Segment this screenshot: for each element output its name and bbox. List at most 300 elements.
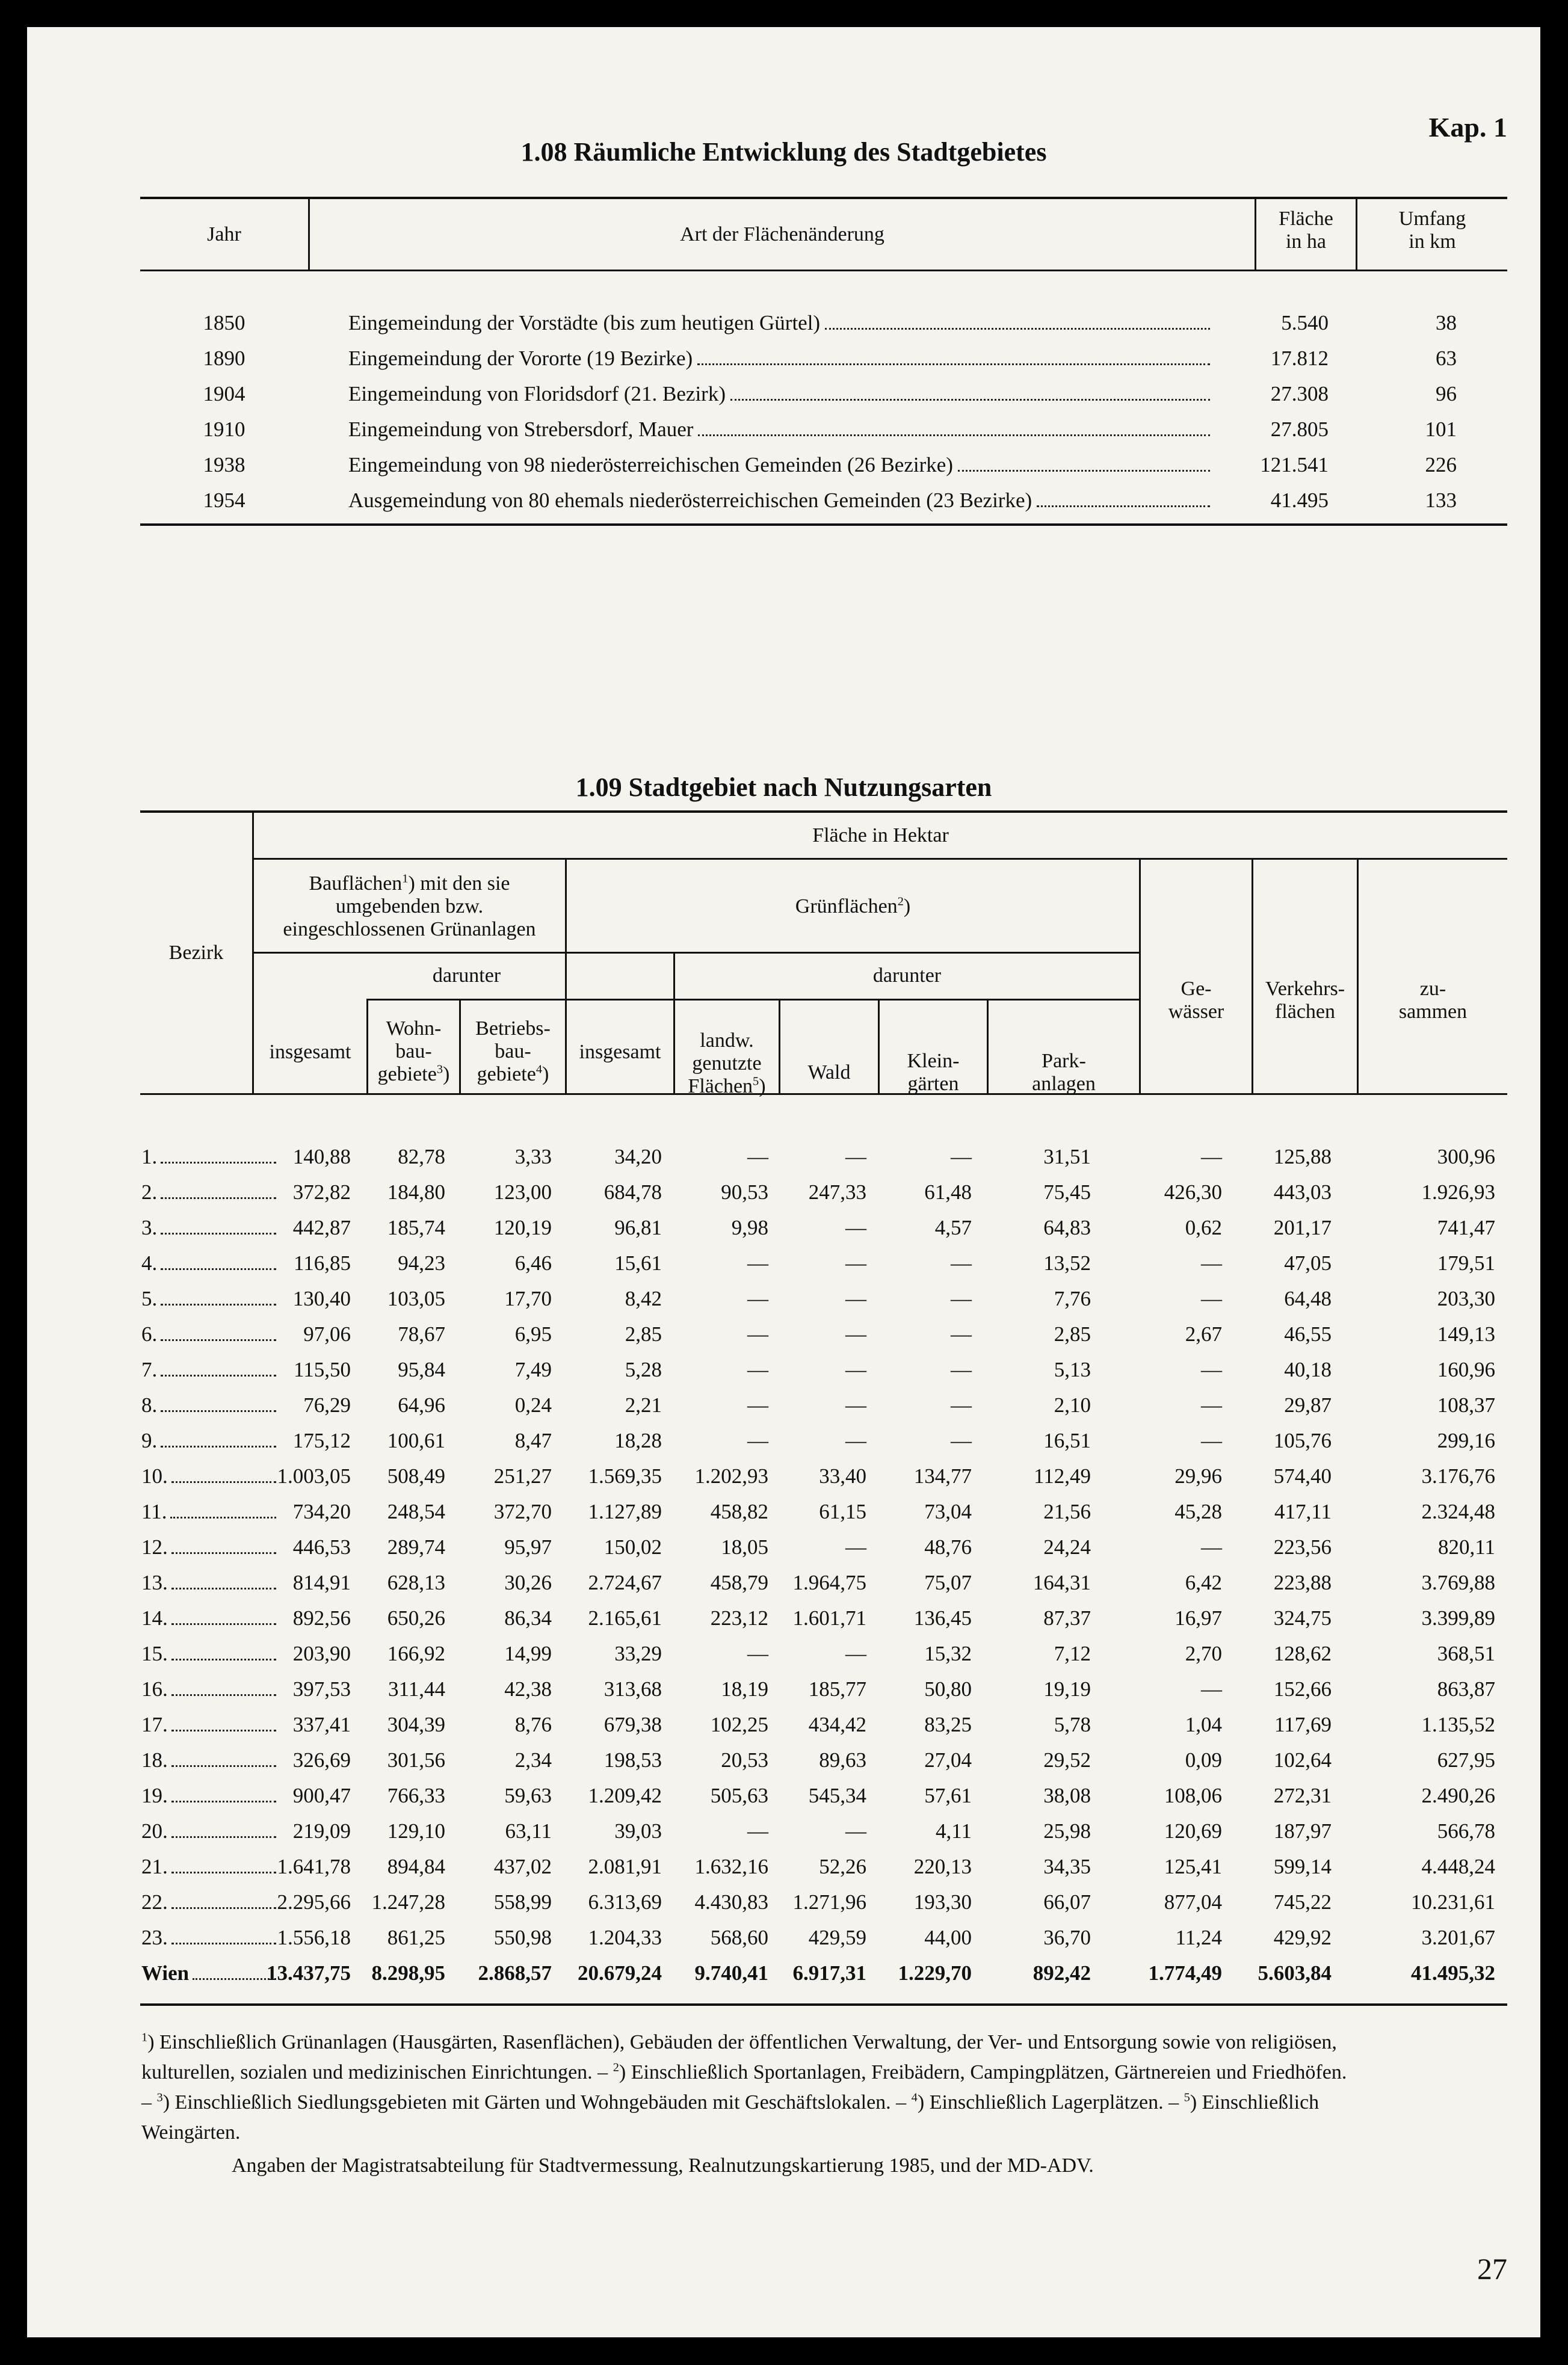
bauflaechen-text: umgebenden bzw. (335, 895, 484, 917)
table1-art-text: Eingemeindung von Floridsdorf (21. Bezirk) (348, 382, 726, 405)
table2-header-kleingaerten (880, 1050, 987, 1096)
table2-bezirk-label (141, 1358, 281, 1382)
table2-cell: 36,70 (1043, 1926, 1091, 1949)
table2-cell: — (845, 1358, 866, 1381)
table2-cell: 2,21 (625, 1393, 662, 1417)
table2-cell: 3.176,76 (1421, 1464, 1495, 1488)
table1-cell-jahr: 1954 (203, 489, 245, 512)
footnote-ref: 2 (897, 895, 904, 908)
table2-cell: 219,09 (292, 1819, 351, 1843)
table2-cell: 304,39 (387, 1713, 445, 1736)
leader-dots (171, 1872, 276, 1873)
table2-total-cell: 1.229,70 (898, 1961, 972, 1985)
table1-cell-umfang: 38 (1436, 311, 1457, 335)
table2-bezirk-text: 1. (141, 1145, 158, 1168)
table2-bezirk-label (141, 1606, 281, 1630)
table2-cell: 3,33 (514, 1145, 552, 1168)
table2-header-darunter-gruen: darunter (872, 964, 942, 987)
table2-bezirk-label (141, 1429, 281, 1453)
table1-title: 1.08 Räumliche Entwicklung des Stadtgebietes (520, 137, 1047, 167)
table2-cell: 892,56 (292, 1606, 351, 1630)
table1-cell-art (348, 453, 1215, 477)
table2-cell: 152,66 (1273, 1677, 1332, 1701)
table2-title: 1.09 Stadtgebiet nach Nutzungsarten (575, 772, 992, 802)
table2-cell: 193,30 (913, 1890, 972, 1914)
table2-cell: 64,48 (1284, 1287, 1332, 1310)
table1-art-text: Eingemeindung der Vorstädte (bis zum heutigen Gürtel) (348, 311, 821, 335)
landw-text: genutzte (692, 1052, 762, 1075)
table2-cell: 15,32 (924, 1642, 972, 1665)
table2-cell: 299,16 (1437, 1429, 1495, 1452)
leader-dots (171, 1694, 276, 1696)
table2-cell: 1.204,33 (588, 1926, 662, 1949)
table2-cell: 59,63 (504, 1784, 552, 1807)
table1-cell-art (348, 489, 1215, 513)
leader-dots (1037, 505, 1210, 507)
table2-header-bauflaechen (254, 872, 565, 941)
leader-dots (161, 1162, 276, 1164)
table2-cell: — (845, 1393, 866, 1417)
table2-header-flaeche-in-hektar: Fläche in Hektar (812, 824, 949, 846)
bauflaechen-text: ) mit den sie (408, 872, 510, 895)
table2-header-insgesamt-bau: insgesamt (269, 1041, 351, 1063)
table2-cell: 112,49 (1034, 1464, 1091, 1488)
leader-dots (697, 363, 1210, 365)
table2-cell: 187,97 (1273, 1819, 1332, 1843)
table2-cell: 18,28 (614, 1429, 662, 1452)
table2-cell: — (747, 1287, 768, 1310)
table2-cell: 820,11 (1438, 1535, 1495, 1559)
table2-cell: 0,62 (1185, 1216, 1222, 1239)
table2-bezirk-text: 16. (141, 1677, 168, 1701)
table2-cell: 95,84 (398, 1358, 445, 1381)
table2-cell: 337,41 (292, 1713, 351, 1736)
table2-cell: 48,76 (924, 1535, 972, 1559)
table2-header-bottom-rule (140, 1093, 1507, 1095)
table2-cell: 627,95 (1437, 1748, 1495, 1772)
table2-cell: 458,82 (710, 1500, 768, 1523)
table2-cell: 741,47 (1437, 1216, 1495, 1239)
table2-cell: 1.209,42 (588, 1784, 662, 1807)
leader-dots (171, 1943, 276, 1944)
table1-header-umfang-line1: Umfang (1398, 208, 1466, 230)
table2-cell: 103,05 (387, 1287, 445, 1310)
table2-cell: 57,61 (924, 1784, 972, 1807)
table2-bezirk-text: 6. (141, 1322, 158, 1346)
table2-cell: 566,78 (1437, 1819, 1495, 1843)
table1-header-flaeche-line2: in ha (1285, 230, 1327, 253)
table2-cell: 125,88 (1273, 1145, 1332, 1168)
table2-header-zusammen (1359, 978, 1507, 1023)
table2-cell: 223,88 (1273, 1571, 1332, 1594)
table2-cell: 300,96 (1437, 1145, 1495, 1168)
table1-cell-jahr: 1910 (203, 418, 245, 441)
table2-header-wald: Wald (807, 1061, 851, 1084)
table2-bottom-rule (140, 2003, 1507, 2006)
table2-cell: 2,10 (1054, 1393, 1091, 1417)
table2-cell: 105,76 (1273, 1429, 1332, 1452)
table2-bezirk-text: 2. (141, 1180, 158, 1204)
table2-cell: 326,69 (292, 1748, 351, 1772)
footnote-text: ) Einschließlich (1190, 2091, 1320, 2114)
table2-cell: 545,34 (808, 1784, 866, 1807)
table2-cell: 6,46 (514, 1251, 552, 1275)
table2-cell: 66,07 (1043, 1890, 1091, 1914)
table2-cell: 108,06 (1164, 1784, 1222, 1807)
table1-cell-flaeche: 27.805 (1270, 418, 1329, 441)
table2-cell: 3.399,89 (1421, 1606, 1495, 1630)
table2-total-cell: 1.774,49 (1148, 1961, 1222, 1985)
table2-cell: — (845, 1819, 866, 1843)
table2-cell: 203,30 (1437, 1287, 1495, 1310)
footnote-line: Weingärten. (141, 2121, 241, 2144)
leader-dots (698, 434, 1210, 436)
table2-cell: 301,56 (387, 1748, 445, 1772)
table2-cell: 6,95 (514, 1322, 552, 1346)
table1-cell-flaeche: 41.495 (1270, 489, 1329, 512)
table2-cell: 82,78 (398, 1145, 445, 1168)
table2-bezirk-text: 22. (141, 1890, 168, 1914)
table2-cell: 86,34 (504, 1606, 552, 1630)
table2-cell: 734,20 (292, 1500, 351, 1523)
table2-cell: 745,22 (1273, 1890, 1332, 1914)
table2-bezirk-label (141, 1322, 281, 1346)
table2-bezirk-label (141, 1145, 281, 1169)
table2-cell: 95,97 (504, 1535, 552, 1559)
table2-cell: 16,97 (1174, 1606, 1222, 1630)
table1-cell-umfang: 96 (1436, 382, 1457, 405)
source-note: Angaben der Magistratsabteilung für Stadtvermessung, Realnutzungskartierung 1985, und der MD-ADV. (232, 2154, 1094, 2177)
table2-total-cell: 13.437,75 (267, 1961, 351, 1985)
table2-cell: 2.295,66 (277, 1890, 351, 1914)
footnote-text: ) Einschließlich Siedlungsgebieten mit Gärten und Wohngebäuden mit Geschäftslokalen. – (162, 2091, 912, 2114)
table2-bezirk-text: 9. (141, 1429, 158, 1452)
table1-header-flaeche-line1: Fläche (1279, 208, 1333, 230)
table2-cell: 1.569,35 (588, 1464, 662, 1488)
table2-cell: 15,61 (614, 1251, 662, 1275)
table2-bezirk-text: 14. (141, 1606, 168, 1630)
table2-cell: — (1201, 1429, 1222, 1452)
table2-header-rule (366, 999, 1139, 1001)
table2-cell: 29,52 (1043, 1748, 1091, 1772)
table2-header-betriebsbaugebiete: Betriebs- bau- gebiete$^4$) (461, 1017, 565, 1086)
verk-text: Verkehrs- (1265, 978, 1345, 1000)
table1-cell-art (348, 382, 1215, 406)
table2-cell: — (951, 1145, 972, 1168)
table2-cell: 8,76 (514, 1713, 552, 1736)
footnote-ref: 3 (436, 1062, 443, 1076)
table2-cell: 1.641,78 (277, 1855, 351, 1878)
table2-cell: 417,11 (1274, 1500, 1332, 1523)
table1-cell-flaeche: 17.812 (1270, 347, 1329, 370)
leader-dots (171, 1552, 276, 1554)
table2-cell: — (845, 1251, 866, 1275)
table2-col-divider (1139, 859, 1141, 1094)
table2-cell: 650,26 (387, 1606, 445, 1630)
betriebs-text: bau- (495, 1040, 531, 1062)
table2-cell: 160,96 (1437, 1358, 1495, 1381)
table2-cell: 45,28 (1174, 1500, 1222, 1523)
table2-cell: — (951, 1251, 972, 1275)
table2-cell: 16,51 (1043, 1429, 1091, 1452)
table2-cell: 894,84 (387, 1855, 445, 1878)
table2-cell: 52,26 (819, 1855, 866, 1878)
table2-header-gewaesser (1141, 978, 1252, 1023)
table2-bezirk-label (141, 1926, 281, 1950)
table2-cell: 568,60 (710, 1926, 768, 1949)
table2-cell: 31,51 (1043, 1145, 1091, 1168)
table2-cell: — (1201, 1287, 1222, 1310)
landw-text: Flächen (688, 1075, 753, 1097)
footnote-text: – (141, 2091, 157, 2114)
table2-cell: 120,19 (493, 1216, 552, 1239)
table2-cell: 76,29 (303, 1393, 351, 1417)
table2-cell: 14,99 (504, 1642, 552, 1665)
table2-cell: 863,87 (1437, 1677, 1495, 1701)
table2-cell: 100,61 (387, 1429, 445, 1452)
table2-cell: 2,70 (1185, 1642, 1222, 1665)
table2-cell: 129,10 (387, 1819, 445, 1843)
table1-header-rule (140, 270, 1507, 271)
table1-header-flaeche (1256, 208, 1356, 253)
table1-cell-art (348, 418, 1215, 442)
table2-bezirk-label (141, 1855, 281, 1879)
table2-cell: 861,25 (387, 1926, 445, 1949)
table2-cell: 508,49 (387, 1464, 445, 1488)
table2-total-cell: 8.298,95 (371, 1961, 445, 1985)
table2-cell: 2,34 (514, 1748, 552, 1772)
table2-cell: 1.632,16 (694, 1855, 768, 1878)
table2-cell: — (845, 1216, 866, 1239)
table2-header-parkanlagen (989, 1050, 1139, 1096)
table2-cell: — (845, 1429, 866, 1452)
table2-cell: 426,30 (1164, 1180, 1222, 1204)
table2-bezirk-label (141, 1393, 281, 1417)
table2-bezirk-label (141, 1677, 281, 1701)
table2-cell: 1.271,96 (792, 1890, 866, 1914)
table2-cell: 3.769,88 (1421, 1571, 1495, 1594)
table2-cell: — (747, 1322, 768, 1346)
table2-cell: 46,55 (1284, 1322, 1332, 1346)
table2-bezirk-text: 23. (141, 1926, 168, 1949)
table2-cell: 458,79 (710, 1571, 768, 1594)
table2-cell: 38,08 (1043, 1784, 1091, 1807)
table2-bezirk-label (141, 1784, 281, 1808)
table2-bezirk-text: 15. (141, 1642, 168, 1665)
leader-dots (171, 1659, 276, 1660)
leader-dots (171, 1623, 276, 1625)
footnote-text: ) Einschließlich Grünanlagen (Hausgärten, Rasenflächen), Gebäuden der öffentlichen Verwaltung, der Ver- und Entsorgung sowie von religiösen, (147, 2031, 1337, 2053)
footnote-ref: 2 (613, 2061, 619, 2074)
table2-header-landw: landw. genutzte Flächen$^5$) (675, 1029, 779, 1098)
table2-total-label (141, 1961, 281, 1985)
table2-cell: 24,24 (1043, 1535, 1091, 1559)
table2-cell: 25,98 (1043, 1819, 1091, 1843)
leader-dots (161, 1233, 276, 1235)
wohn-text: gebiete (377, 1063, 437, 1085)
table2-cell: 34,35 (1043, 1855, 1091, 1878)
table2-total-cell: 6.917,31 (792, 1961, 866, 1985)
table2-header-gruenflaechen: Grünflächen$^2$) (795, 895, 911, 917)
table2-cell: 223,12 (710, 1606, 768, 1630)
table2-header-bezirk: Bezirk (168, 942, 224, 964)
table2-cell: 251,27 (493, 1464, 552, 1488)
table2-header-verkehrsflaechen (1253, 978, 1357, 1023)
table2-cell: 0,24 (514, 1393, 552, 1417)
table2-bezirk-label (141, 1216, 281, 1240)
table2-cell: 203,90 (292, 1642, 351, 1665)
table2-cell: — (845, 1642, 866, 1665)
table2-cell: 175,12 (292, 1429, 351, 1452)
table1-cell-flaeche: 5.540 (1281, 311, 1329, 335)
table2-cell: 6,42 (1185, 1571, 1222, 1594)
leader-dots (161, 1304, 276, 1306)
table1-cell-jahr: 1890 (203, 347, 245, 370)
table1-cell-umfang: 226 (1425, 453, 1457, 476)
table2-cell: 814,91 (292, 1571, 351, 1594)
table2-cell: 94,23 (398, 1251, 445, 1275)
table1-top-rule (140, 197, 1507, 199)
leader-dots (161, 1446, 276, 1448)
table2-cell: 97,06 (303, 1322, 351, 1346)
table2-header-darunter-bau: darunter (432, 964, 501, 987)
table2-cell: 679,38 (603, 1713, 662, 1736)
table2-cell: 20,53 (721, 1748, 768, 1772)
table2-cell: 63,11 (505, 1819, 552, 1843)
table2-cell: 17,70 (504, 1287, 552, 1310)
table1-cell-jahr: 1904 (203, 382, 245, 405)
table2-cell: 140,88 (292, 1145, 351, 1168)
table2-cell: 684,78 (603, 1180, 662, 1204)
table2-cell: — (845, 1145, 866, 1168)
table2-cell: 166,92 (387, 1642, 445, 1665)
table2-cell: 83,25 (924, 1713, 972, 1736)
table2-cell: 248,54 (387, 1500, 445, 1523)
landw-text: landw. (700, 1029, 754, 1052)
table2-cell: 4.448,24 (1421, 1855, 1495, 1878)
table2-cell: 2.081,91 (588, 1855, 662, 1878)
table2-cell: 116,85 (294, 1251, 351, 1275)
table2-cell: 96,81 (614, 1216, 662, 1239)
table2-cell: — (1201, 1393, 1222, 1417)
table2-cell: 185,74 (387, 1216, 445, 1239)
table2-cell: — (951, 1287, 972, 1310)
table2-cell: 27,04 (924, 1748, 972, 1772)
table2-cell: 4.430,83 (694, 1890, 768, 1914)
table1-art-text: Ausgemeindung von 80 ehemals niederösterreichischen Gemeinden (23 Bezirke) (348, 489, 1032, 512)
table2-cell: 185,77 (808, 1677, 866, 1701)
leader-dots (825, 328, 1210, 330)
table2-cell: 87,37 (1043, 1606, 1091, 1630)
table2-cell: — (951, 1358, 972, 1381)
table2-cell: — (1201, 1251, 1222, 1275)
footnote-text: ) Einschließlich Sportanlagen, Freibädern, Campingplätzen, Gärtnereien und Friedhöfen. (619, 2061, 1347, 2083)
table2-cell: 6.313,69 (588, 1890, 662, 1914)
table2-bezirk-label (141, 1642, 281, 1666)
table2-bezirk-label (141, 1287, 281, 1311)
table2-cell: 574,40 (1273, 1464, 1332, 1488)
table2-cell: 429,59 (808, 1926, 866, 1949)
table2-total-cell: 9.740,41 (694, 1961, 768, 1985)
table2-cell: 198,53 (603, 1748, 662, 1772)
table2-bezirk-text: 17. (141, 1713, 168, 1736)
table2-cell: — (747, 1145, 768, 1168)
table2-cell: 21,56 (1043, 1500, 1091, 1523)
table2-bezirk-label (141, 1713, 281, 1737)
table2-cell: 1.964,75 (792, 1571, 866, 1594)
table2-cell: 2,85 (625, 1322, 662, 1346)
footnote-line (141, 2058, 1507, 2088)
gew-text: Ge- (1181, 978, 1212, 1000)
table2-cell: 44,00 (924, 1926, 972, 1949)
table2-bezirk-text: 7. (141, 1358, 158, 1381)
table2-cell: 40,18 (1284, 1358, 1332, 1381)
table2-cell: 247,33 (808, 1180, 866, 1204)
table1-cell-art (348, 347, 1215, 371)
table2-cell: 8,42 (625, 1287, 662, 1310)
table2-cell: 442,87 (292, 1216, 351, 1239)
table2-total-cell: 892,42 (1032, 1961, 1091, 1985)
table2-cell: 179,51 (1437, 1251, 1495, 1275)
betriebs-text: Betriebs- (475, 1017, 551, 1040)
table2-cell: 10.231,61 (1411, 1890, 1495, 1914)
table2-cell: 18,19 (721, 1677, 768, 1701)
table2-cell: 61,48 (924, 1180, 972, 1204)
table2-cell: 1.601,71 (792, 1606, 866, 1630)
table2-cell: 13,52 (1043, 1251, 1091, 1275)
gew-text: wässer (1168, 1001, 1224, 1023)
table2-cell: 2.724,67 (588, 1571, 662, 1594)
table2-cell: 5,78 (1054, 1713, 1091, 1736)
table2-cell: — (951, 1429, 972, 1452)
table2-cell: 3.201,67 (1421, 1926, 1495, 1949)
table2-cell: 30,26 (504, 1571, 552, 1594)
table2-cell: 434,42 (808, 1713, 866, 1736)
table2-cell: 272,31 (1273, 1784, 1332, 1807)
leader-dots (171, 1588, 276, 1590)
table2-cell: 47,05 (1284, 1251, 1332, 1275)
table2-cell: 18,05 (721, 1535, 768, 1559)
leader-dots (171, 1481, 276, 1483)
table2-cell: 324,75 (1273, 1606, 1332, 1630)
table2-cell: 33,40 (819, 1464, 866, 1488)
leader-dots (161, 1339, 276, 1341)
table2-cell: 201,17 (1273, 1216, 1332, 1239)
table2-cell: — (747, 1819, 768, 1843)
table1-bottom-rule (140, 523, 1507, 526)
footnote-ref: 5 (1184, 2091, 1190, 2104)
leader-dots (170, 1517, 276, 1519)
leader-dots (171, 1801, 276, 1802)
table2-total-cell: 2.868,57 (478, 1961, 552, 1985)
table2-bezirk-label (141, 1464, 281, 1488)
footnote-ref: 4 (911, 2091, 918, 2104)
table2-bezirk-label (141, 1890, 281, 1914)
table2-cell: 446,53 (292, 1535, 351, 1559)
table2-cell: 1,04 (1185, 1713, 1222, 1736)
footnote-line (141, 2088, 1507, 2118)
table2-col-divider (1252, 859, 1253, 1094)
table2-cell: 2.324,48 (1421, 1500, 1495, 1523)
table2-cell: 1.135,52 (1421, 1713, 1495, 1736)
table2-cell: — (845, 1287, 866, 1310)
table2-cell: 1.202,93 (694, 1464, 768, 1488)
table2-cell: — (747, 1251, 768, 1275)
table2-cell: 877,04 (1164, 1890, 1222, 1914)
table2-cell: 1.127,89 (588, 1500, 662, 1523)
zus-text: zu- (1419, 978, 1446, 1000)
table2-bezirk-text: 11. (141, 1500, 167, 1523)
